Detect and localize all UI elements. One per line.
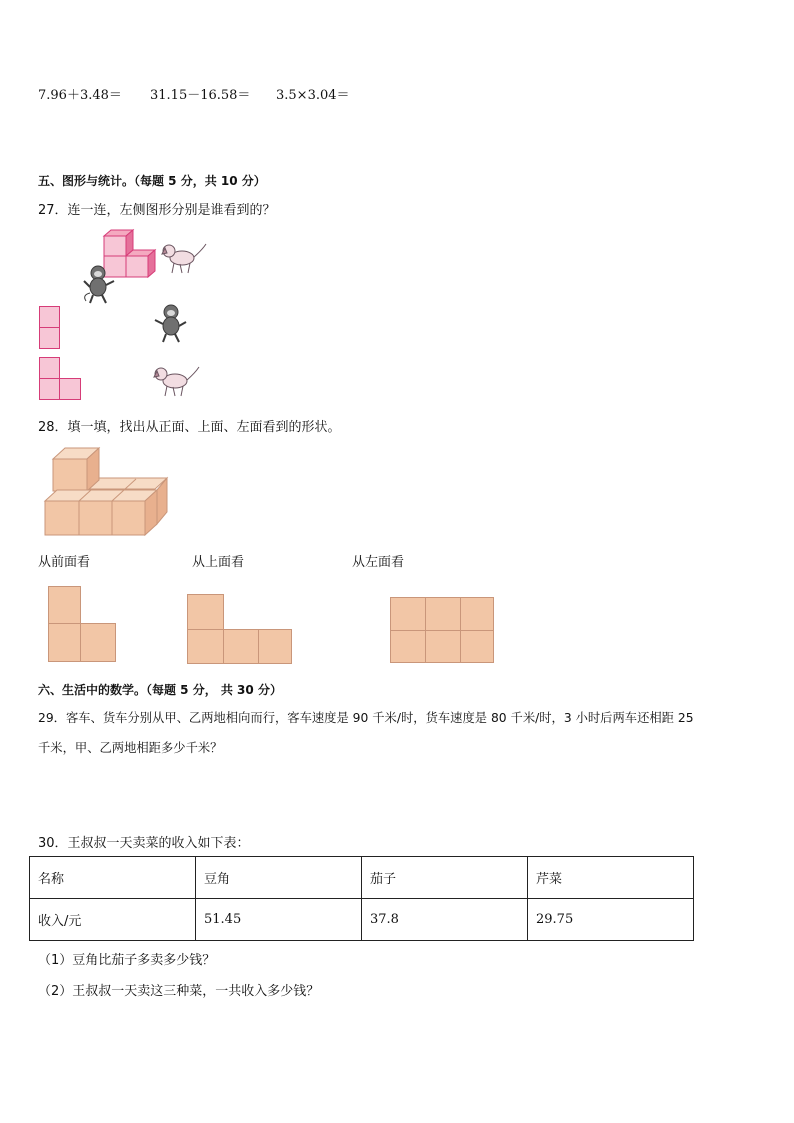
table-cell: 29.75: [528, 899, 694, 941]
monkey-icon: [82, 265, 118, 305]
dog-icon: [160, 240, 208, 276]
table-cell: 收入/元: [30, 899, 196, 941]
view-label-front: 从前面看: [38, 555, 91, 570]
view-label-left: 从左面看: [352, 555, 405, 570]
q29-text-line1: 29．客车、货车分别从甲、乙两地相向而行，客车速度是 90 千米/时，货车速度是 80 千米/时，3 小时后两车还相距 25: [38, 711, 694, 725]
front-view-shape: [48, 586, 118, 664]
dog-icon: [151, 363, 201, 399]
q30-text: 30．王叔叔一天卖菜的收入如下表：: [38, 836, 250, 851]
q29-text-line2: 千米，甲、乙两地相距多少千米？: [38, 741, 223, 755]
q27-text: 27．连一连，左侧图形分别是谁看到的？: [38, 203, 276, 218]
section6-title: 六、生活中的数学。（每题 5 分， 共 30 分）: [38, 683, 282, 697]
table-row: [30, 899, 694, 941]
q27-shape-vertical: [39, 306, 61, 350]
table-header-row: [30, 857, 694, 899]
calc-item-1: 7.96＋3.48＝: [38, 88, 122, 103]
left-view-shape: [390, 597, 496, 665]
q30-sub1: （1）豆角比茄子多卖多少钱？: [38, 953, 216, 968]
top-view-shape: [187, 594, 295, 666]
income-table: [29, 856, 694, 941]
view-label-top: 从上面看: [192, 555, 245, 570]
calc-item-2: 31.15－16.58＝: [150, 88, 251, 103]
q27-shape-l: [39, 357, 83, 401]
table-header-cell: 芹菜: [528, 857, 694, 899]
table-cell: 37.8: [362, 899, 528, 941]
section5-title: 五、图形与统计。（每题 5 分，共 10 分）: [38, 174, 266, 188]
q30-sub2: （2）王叔叔一天卖这三种菜，一共收入多少钱？: [38, 984, 320, 999]
q28-cube-figure: [43, 445, 173, 537]
q28-text: 28．填一填，找出从正面、上面、左面看到的形状。: [38, 420, 341, 435]
table-header-cell: 名称: [30, 857, 196, 899]
calc-item-3: 3.5×3.04＝: [276, 88, 350, 103]
monkey-icon: [153, 304, 189, 344]
table-header-cell: 豆角: [196, 857, 362, 899]
table-header-cell: 茄子: [362, 857, 528, 899]
table-cell: 51.45: [196, 899, 362, 941]
